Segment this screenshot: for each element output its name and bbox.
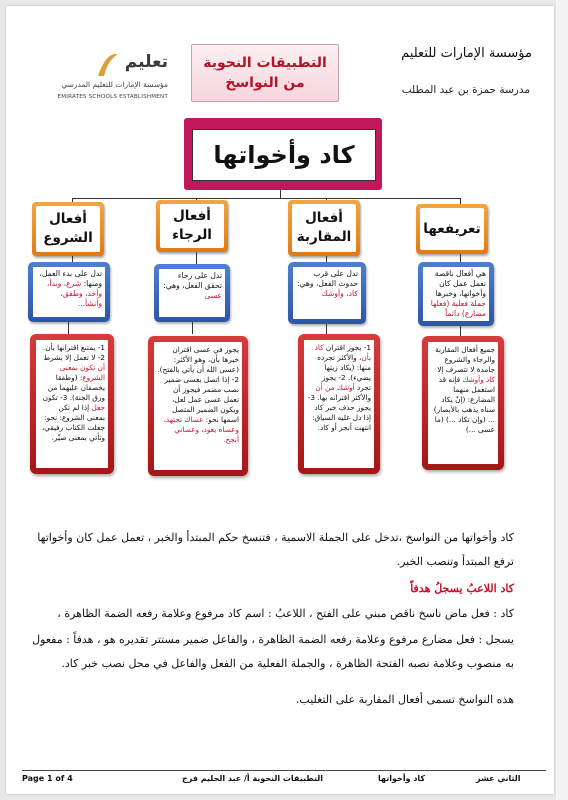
analysis-line-1: كاد : فعل ماض ناسخ ناقص مبني على الفتح ، اللاعبُ : اسم كاد مرفوع وعلامة رفعه الضمة الظاهرة ، bbox=[57, 607, 514, 620]
category-box-hope bbox=[156, 200, 228, 252]
connector bbox=[192, 322, 193, 334]
definition-box bbox=[154, 264, 230, 322]
title-line-1: التطبيقات النحوية bbox=[203, 55, 327, 71]
central-concept: كاد وأخواتها bbox=[192, 129, 376, 181]
footer-course: التطبيقات النحوية أ/ عبد الحليم فرج bbox=[182, 774, 324, 783]
footer-rule bbox=[22, 770, 546, 771]
detail-text: 1- يمتنع اقترانها بأن. 2- لا تعمل إلا بشرط أن تكون بمعنى الشروع: (وطفقا يخصفان عليهما من ورق الجنة). 3- تكون جعل إذا لم تكن بمعنى الشروع: نحو: جعلت الكتاب رفيقي، وتأتي بمعنى صيّر. bbox=[36, 340, 108, 468]
footer-topic: كاد وأخواتها bbox=[378, 774, 426, 783]
detail-box bbox=[30, 334, 114, 474]
page-number: Page 1 of 4 bbox=[22, 774, 73, 783]
example-sentence: كاد اللاعبُ يسجلُ هدفاً bbox=[410, 582, 514, 595]
category-box-definition bbox=[416, 204, 488, 254]
definition-text: تدل على رجاء تحقق الفعل، وهي: عسى bbox=[159, 269, 225, 317]
detail-text: 1- يجوز اقتران كاد بأن، والأكثر تجرده منها: (يكاد زيتها يضيء). 2- يجوز تجرد أوشك من أن والأكثر اقترانه بها. 3- يجوز حذف خبر كاد إذا دل عليه السياق: انتهت أنجز أو كاد. bbox=[304, 340, 374, 468]
category-label: أفعال الرجاء bbox=[160, 204, 224, 248]
connector bbox=[196, 252, 197, 264]
connector bbox=[460, 326, 461, 336]
logo-mark-icon bbox=[94, 50, 120, 80]
detail-box bbox=[298, 334, 380, 474]
document-title bbox=[191, 44, 339, 102]
category-box-approach bbox=[288, 200, 360, 256]
definition-box bbox=[288, 262, 366, 324]
logo-word: تعليم bbox=[124, 52, 168, 72]
definition-box bbox=[418, 262, 494, 326]
document-page bbox=[6, 6, 554, 794]
detail-box bbox=[148, 336, 248, 476]
closing-paragraph: هذه النواسخ تسمى أفعال المقاربة على التغليب. bbox=[295, 693, 514, 706]
definition-text: هي أفعال ناقصة تعمل عمل كان وأخواتها، وخبرها جملة فعلية (فعلها مضارع) دائماً bbox=[423, 267, 489, 321]
footer-grade: الثاني عشر bbox=[476, 774, 521, 783]
connector bbox=[280, 190, 281, 198]
category-box-beginning bbox=[32, 202, 104, 256]
logo bbox=[36, 50, 168, 112]
connector bbox=[326, 324, 327, 334]
analysis-line-2: يسجل : فعل مضارع مرفوع وعلامة رفعه الضمة الظاهرة ، والفاعل ضمير مستتر تقديره هو ، هدفاً : مفعول به منصوب وعلامة نصبه الفتحة الظاهرة ، والجملة الفعلية من الفعل والفاعل في محل نصب خبر كاد. bbox=[32, 633, 514, 670]
definition-text: تدل على بدء العمل، ومنها: شرع، وبدأ، وأخذ، وطفق، وأنشأ... bbox=[33, 267, 105, 317]
definition-text: تدل على قرب حدوث الفعل، وهي: كاد، وأوشك bbox=[293, 267, 361, 319]
title-line-2: من النواسخ bbox=[225, 75, 305, 91]
detail-text: جميع أفعال المقاربة والرجاء والشروع جامدة لا تتصرف إلا كاد وأوشك فإنه قد استعمل منهما المضارع: (إنْ يكاد سناه يذهب بالأبصار) ... (وإن تكاد ...) (ما عسى ...) bbox=[428, 342, 498, 464]
intro-paragraph: كاد وأخواتها من النواسخ ،تدخل على الجملة الاسمية ، فتنسخ حكم المبتدأ والخبر ، تعمل عمل كان وأخواتها ترفع المبتدأ وتنصب الخبر. bbox=[37, 531, 514, 568]
detail-text: يجوز في عسى اقتران خبرها بأن، وهو الأكثر: (عسى الله أن يأتي بالفتح). 2- إذا اتصل بعسى ضمير نصب مضمر فيجوز أن تعمل عسى عمل لعل، ويكون الضمير المتصل اسمها نحو: عساك تجتهد، وعساه يعود، وعساني أنجح. bbox=[154, 342, 242, 470]
school-name: مدرسة حمزة بن عبد المطلب bbox=[401, 84, 530, 96]
definition-box bbox=[28, 262, 110, 322]
category-label: أفعال المقاربة bbox=[292, 204, 356, 252]
vertical-scrollbar[interactable] bbox=[556, 0, 568, 800]
detail-box bbox=[422, 336, 504, 470]
logo-subtitle-ar: مؤسسة الإمارات للتعليم المدرسي bbox=[61, 80, 168, 89]
logo-subtitle-en: EMIRATES SCHOOLS ESTABLISHMENT bbox=[57, 94, 168, 100]
connector bbox=[72, 198, 460, 199]
category-label: تعريفعها bbox=[420, 208, 484, 250]
institution-name: مؤسسة الإمارات للتعليم bbox=[401, 46, 532, 61]
category-label: أفعال الشروع bbox=[36, 206, 100, 252]
connector bbox=[68, 322, 69, 334]
